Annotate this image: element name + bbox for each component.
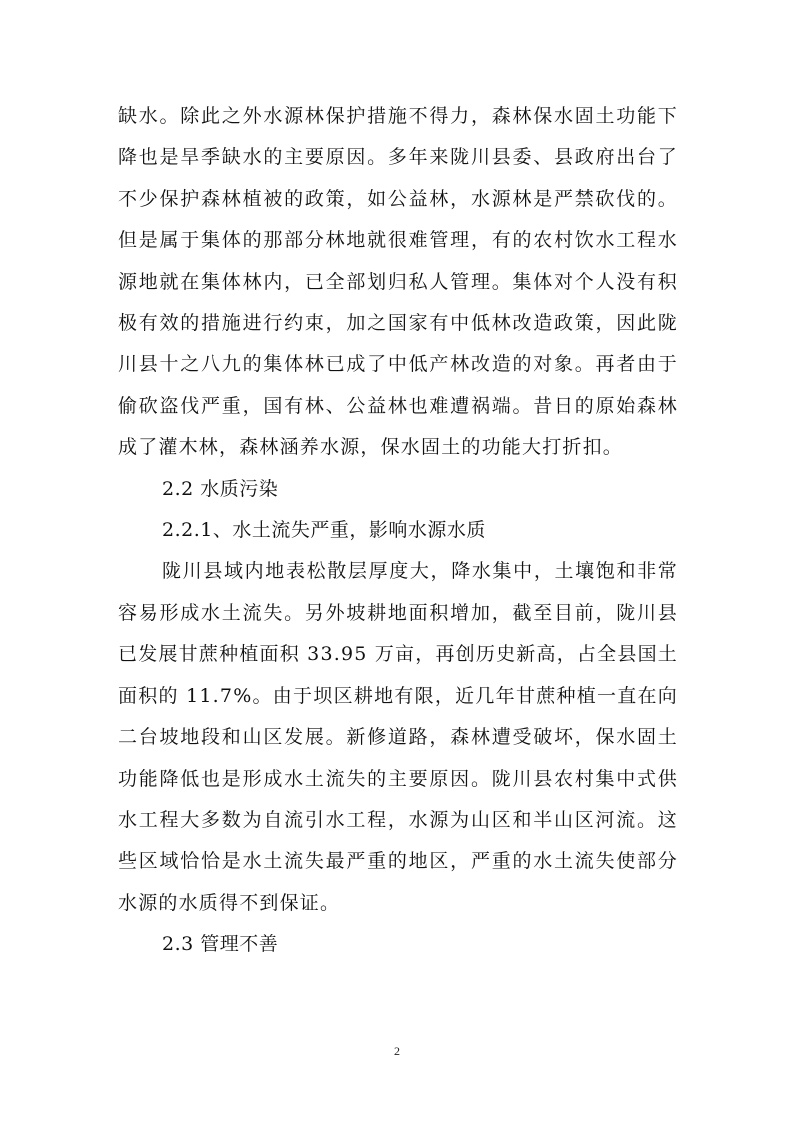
paragraph-forest-protection: 缺水。除此之外水源林保护措施不得力，森林保水固土功能下降也是旱季缺水的主要原因。多年来陇川县委、县政府出台了不少保护森林植被的政策，如公益林，水源林是严禁砍伐的。但是属于集体的那部分林地就很难管理，有的农村饮水工程水源地就在集体林内，已全部划归私人管理。集体对个人没有积极有效的措施进行约束，加之国家有中低林改造政策，因此陇川县十之八九的集体林已成了中低产林改造的对象。再者由于偷砍盗伐严重，国有林、公益林也难遭祸端。昔日的原始森林成了灌木林，森林涵养水源，保水固土的功能大打折扣。	[118, 105, 678, 459]
section-heading-2-2: 2.2 水质污染	[162, 477, 279, 500]
document-body	[118, 96, 678, 966]
subsection-heading-2-2-1: 2.2.1、水土流失严重，影响水源水质	[162, 519, 486, 542]
section-heading-2-3: 2.3 管理不善	[162, 933, 279, 956]
paragraph-soil-erosion: 陇川县域内地表松散层厚度大，降水集中，土壤饱和非常容易形成水土流失。另外坡耕地面积增加，截至目前，陇川县已发展甘蔗种植面积 33.95 万亩，再创历史新高，占全县国土面积的 11.7%。由于坝区耕地有限，近几年甘蔗种植一直在向二台坡地段和山区发展。新修道路，森林遭受破坏，保水固土功能降低也是形成水土流失的主要原因。陇川县农村集中式供水工程大多数为自流引水工程，水源为山区和半山区河流。这些区域恰恰是水土流失最严重的地区，严重的水土流失使部分水源的水质得不到保证。	[118, 560, 678, 914]
page-number: 2	[394, 1044, 400, 1058]
